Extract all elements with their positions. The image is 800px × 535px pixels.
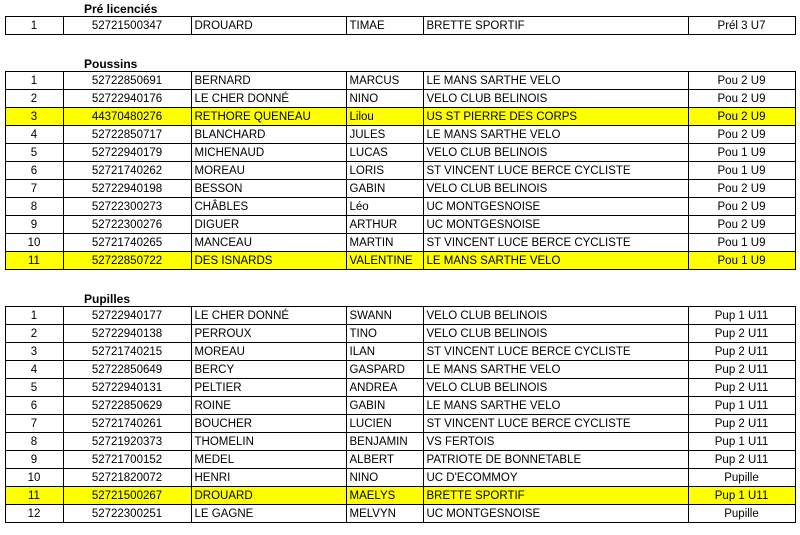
cell-number: 1 <box>5 307 63 325</box>
cell-lastname: MOREAU <box>191 162 346 180</box>
cell-licence: 52722940177 <box>63 307 191 325</box>
cell-licence: 52722850649 <box>63 361 191 379</box>
cell-lastname: CHÂBLES <box>191 198 346 216</box>
cell-licence: 52722300251 <box>63 505 191 523</box>
cell-lastname: DROUARD <box>191 487 346 505</box>
cell-number: 4 <box>5 361 63 379</box>
cell-lastname: MOREAU <box>191 343 346 361</box>
cell-number: 3 <box>5 108 63 126</box>
table-row <box>5 415 795 433</box>
cell-lastname: LE CHER DONNÉ <box>191 307 346 325</box>
cell-number: 10 <box>5 234 63 252</box>
cell-category: Pou 1 U9 <box>688 144 795 162</box>
cell-firstname: Léo <box>346 198 423 216</box>
cell-club: ST VINCENT LUCE BERCE CYCLISTE <box>423 234 688 252</box>
cell-firstname: ALBERT <box>346 451 423 469</box>
cell-lastname: HENRI <box>191 469 346 487</box>
table-body <box>5 17 795 35</box>
cell-firstname: LORIS <box>346 162 423 180</box>
cell-club: VELO CLUB BELINOIS <box>423 180 688 198</box>
cell-category: Pou 2 U9 <box>688 198 795 216</box>
cell-category: Pup 1 U11 <box>688 487 795 505</box>
cell-firstname: SWANN <box>346 307 423 325</box>
cell-category: Pup 2 U11 <box>688 379 795 397</box>
cell-club: BRETTE SPORTIF <box>423 487 688 505</box>
cell-club: VELO CLUB BELINOIS <box>423 144 688 162</box>
table-row-highlighted <box>5 108 795 126</box>
cell-number: 5 <box>5 379 63 397</box>
cell-lastname: LE CHER DONNÉ <box>191 90 346 108</box>
cell-number: 1 <box>5 72 63 90</box>
cell-lastname: BERNARD <box>191 72 346 90</box>
cell-firstname: MAELYS <box>346 487 423 505</box>
table-pupilles <box>5 306 796 523</box>
cell-number: 4 <box>5 126 63 144</box>
cell-number: 10 <box>5 469 63 487</box>
cell-lastname: LE GAGNE <box>191 505 346 523</box>
cell-lastname: MEDEL <box>191 451 346 469</box>
table-row <box>5 72 795 90</box>
cell-licence: 52721740215 <box>63 343 191 361</box>
table-row <box>5 379 795 397</box>
cell-licence: 52721500267 <box>63 487 191 505</box>
cell-lastname: MICHENAUD <box>191 144 346 162</box>
cell-club: UC MONTGESNOISE <box>423 505 688 523</box>
cell-club: VELO CLUB BELINOIS <box>423 90 688 108</box>
cell-number: 7 <box>5 180 63 198</box>
cell-licence: 52722300276 <box>63 216 191 234</box>
cell-firstname: TINO <box>346 325 423 343</box>
cell-club: LE MANS SARTHE VELO <box>423 72 688 90</box>
cell-licence: 44370480276 <box>63 108 191 126</box>
table-row <box>5 361 795 379</box>
cell-category: Pup 1 U11 <box>688 433 795 451</box>
cell-lastname: PELTIER <box>191 379 346 397</box>
cell-firstname: NINO <box>346 90 423 108</box>
cell-category: Pup 2 U11 <box>688 343 795 361</box>
cell-number: 8 <box>5 433 63 451</box>
cell-number: 3 <box>5 343 63 361</box>
cell-club: LE MANS SARTHE VELO <box>423 252 688 270</box>
table-row <box>5 234 795 252</box>
table-row <box>5 90 795 108</box>
cell-category: Pou 2 U9 <box>688 72 795 90</box>
cell-firstname: Lilou <box>346 108 423 126</box>
spacer-section-2 <box>0 270 800 292</box>
cell-category: Pupille <box>688 469 795 487</box>
cell-number: 2 <box>5 90 63 108</box>
cell-number: 2 <box>5 325 63 343</box>
table-row <box>5 216 795 234</box>
table-row <box>5 433 795 451</box>
table-row <box>5 343 795 361</box>
cell-number: 7 <box>5 415 63 433</box>
table-row <box>5 17 795 35</box>
cell-licence: 52721740265 <box>63 234 191 252</box>
cell-firstname: LUCAS <box>346 144 423 162</box>
cell-licence: 52722940198 <box>63 180 191 198</box>
cell-category: Pup 2 U11 <box>688 361 795 379</box>
cell-club: BRETTE SPORTIF <box>423 17 688 35</box>
cell-firstname: MARCUS <box>346 72 423 90</box>
cell-club: VELO CLUB BELINOIS <box>423 307 688 325</box>
cell-lastname: MANCEAU <box>191 234 346 252</box>
cell-club: VELO CLUB BELINOIS <box>423 325 688 343</box>
cell-category: Prél 3 U7 <box>688 17 795 35</box>
section-title-pupilles: Pupilles <box>84 292 131 306</box>
cell-licence: 52722940176 <box>63 90 191 108</box>
cell-lastname: RETHORE QUENEAU <box>191 108 346 126</box>
table-row <box>5 198 795 216</box>
cell-club: LE MANS SARTHE VELO <box>423 397 688 415</box>
cell-category: Pup 2 U11 <box>688 325 795 343</box>
cell-lastname: ROINE <box>191 397 346 415</box>
cell-lastname: BESSON <box>191 180 346 198</box>
cell-licence: 52722940179 <box>63 144 191 162</box>
cell-licence: 52721920373 <box>63 433 191 451</box>
table-row <box>5 126 795 144</box>
cell-lastname: DROUARD <box>191 17 346 35</box>
table-body <box>5 307 795 523</box>
cell-club: ST VINCENT LUCE BERCE CYCLISTE <box>423 162 688 180</box>
cell-club: LE MANS SARTHE VELO <box>423 126 688 144</box>
cell-lastname: PERROUX <box>191 325 346 343</box>
cell-lastname: DIGUER <box>191 216 346 234</box>
cell-number: 9 <box>5 451 63 469</box>
cell-firstname: GASPARD <box>346 361 423 379</box>
cell-number: 8 <box>5 198 63 216</box>
cell-firstname: ARTHUR <box>346 216 423 234</box>
cell-licence: 52722850629 <box>63 397 191 415</box>
table-row <box>5 397 795 415</box>
cell-club: UC MONTGESNOISE <box>423 216 688 234</box>
cell-licence: 52721740262 <box>63 162 191 180</box>
cell-number: 9 <box>5 216 63 234</box>
cell-category: Pup 2 U11 <box>688 415 795 433</box>
cell-licence: 52722850717 <box>63 126 191 144</box>
cell-category: Pupille <box>688 505 795 523</box>
table-poussins <box>5 71 796 270</box>
cell-licence: 52722850691 <box>63 72 191 90</box>
cell-number: 11 <box>5 252 63 270</box>
table-pre-licencies <box>5 16 796 35</box>
cell-firstname: LUCIEN <box>346 415 423 433</box>
cell-category: Pup 1 U11 <box>688 397 795 415</box>
table-row <box>5 451 795 469</box>
cell-firstname: ILAN <box>346 343 423 361</box>
cell-lastname: BOUCHER <box>191 415 346 433</box>
cell-licence: 52721820072 <box>63 469 191 487</box>
cell-licence: 52722940131 <box>63 379 191 397</box>
cell-category: Pou 2 U9 <box>688 180 795 198</box>
table-row <box>5 162 795 180</box>
cell-number: 6 <box>5 397 63 415</box>
cell-club: VS FERTOIS <box>423 433 688 451</box>
cell-firstname: NINO <box>346 469 423 487</box>
table-body <box>5 72 795 270</box>
cell-club: US ST PIERRE DES CORPS <box>423 108 688 126</box>
cell-category: Pou 2 U9 <box>688 216 795 234</box>
cell-licence: 52721740261 <box>63 415 191 433</box>
table-row-highlighted <box>5 487 795 505</box>
cell-club: VELO CLUB BELINOIS <box>423 379 688 397</box>
cell-firstname: GABIN <box>346 180 423 198</box>
cell-firstname: TIMAE <box>346 17 423 35</box>
cell-firstname: MARTIN <box>346 234 423 252</box>
table-row-highlighted <box>5 252 795 270</box>
cell-category: Pou 2 U9 <box>688 126 795 144</box>
cell-club: ST VINCENT LUCE BERCE CYCLISTE <box>423 415 688 433</box>
cell-club: UC D'ECOMMOY <box>423 469 688 487</box>
cell-lastname: THOMELIN <box>191 433 346 451</box>
cell-category: Pou 1 U9 <box>688 252 795 270</box>
cell-firstname: JULES <box>346 126 423 144</box>
section-title-pre-licencies: Pré licenciés <box>84 2 158 16</box>
cell-licence: 52721500347 <box>63 17 191 35</box>
cell-number: 1 <box>5 17 63 35</box>
cell-category: Pou 2 U9 <box>688 90 795 108</box>
cell-category: Pou 1 U9 <box>688 162 795 180</box>
cell-category: Pou 2 U9 <box>688 108 795 126</box>
table-row <box>5 180 795 198</box>
cell-licence: 52722850722 <box>63 252 191 270</box>
table-row <box>5 144 795 162</box>
cell-lastname: BERCY <box>191 361 346 379</box>
cell-number: 5 <box>5 144 63 162</box>
cell-number: 6 <box>5 162 63 180</box>
cell-firstname: GABIN <box>346 397 423 415</box>
table-row <box>5 469 795 487</box>
section-title-poussins: Poussins <box>84 57 138 71</box>
cell-category: Pou 1 U9 <box>688 234 795 252</box>
cell-club: UC MONTGESNOISE <box>423 198 688 216</box>
cell-firstname: MELVYN <box>346 505 423 523</box>
cell-lastname: BLANCHARD <box>191 126 346 144</box>
table-row <box>5 505 795 523</box>
cell-club: ST VINCENT LUCE BERCE CYCLISTE <box>423 343 688 361</box>
cell-club: PATRIOTE DE BONNETABLE <box>423 451 688 469</box>
cell-licence: 52722940138 <box>63 325 191 343</box>
cell-club: LE MANS SARTHE VELO <box>423 361 688 379</box>
cell-number: 11 <box>5 487 63 505</box>
cell-firstname: ANDREA <box>346 379 423 397</box>
table-row <box>5 307 795 325</box>
cell-firstname: BENJAMIN <box>346 433 423 451</box>
cell-licence: 52722300273 <box>63 198 191 216</box>
cell-category: Pup 1 U11 <box>688 307 795 325</box>
spacer-section-1 <box>0 35 800 57</box>
cell-number: 12 <box>5 505 63 523</box>
cell-firstname: VALENTINE <box>346 252 423 270</box>
table-row <box>5 325 795 343</box>
cell-licence: 52721700152 <box>63 451 191 469</box>
cell-category: Pup 2 U11 <box>688 451 795 469</box>
cell-lastname: DES ISNARDS <box>191 252 346 270</box>
